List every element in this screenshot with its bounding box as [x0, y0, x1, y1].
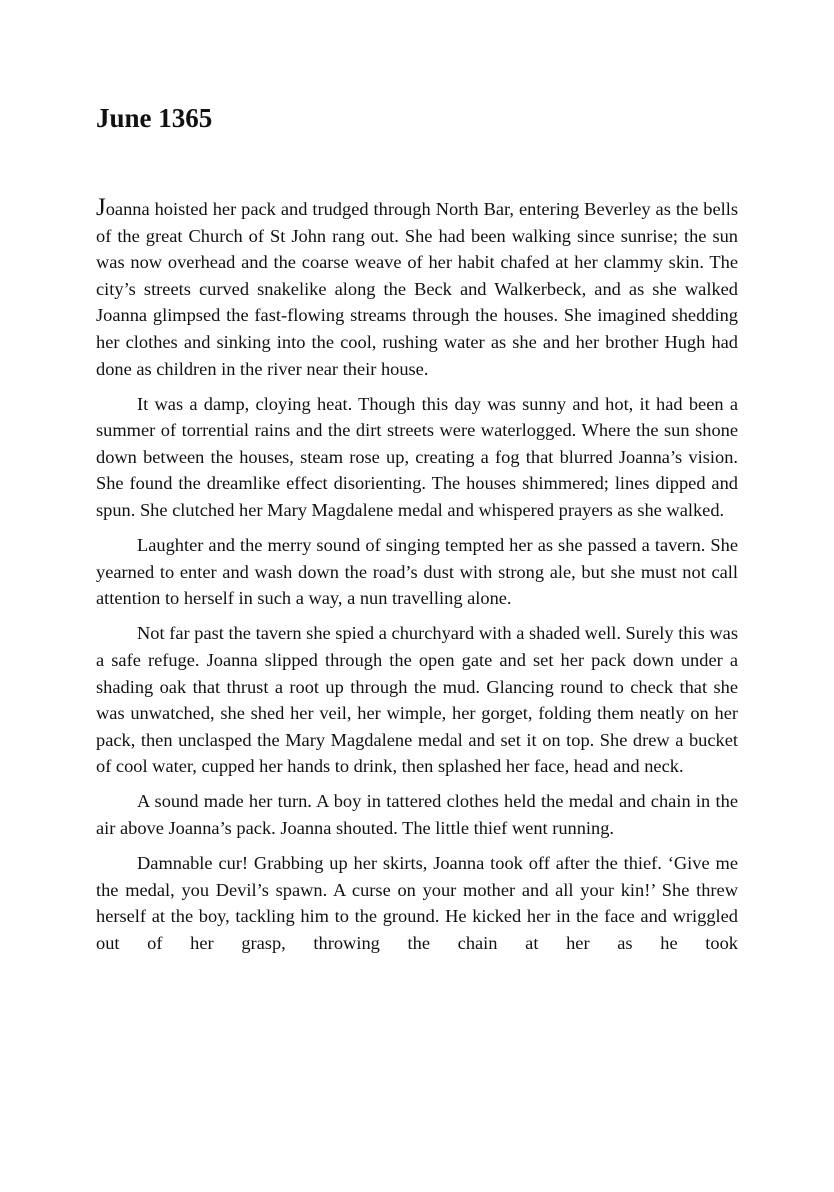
- paragraph-5: A sound made her turn. A boy in tattered clothes held the medal and chain in the air above Joanna’s pack. Joanna shouted. The little thief went running.: [96, 791, 738, 839]
- drop-cap-initial: J: [96, 194, 106, 221]
- paragraph-1: [96, 196, 738, 382]
- paragraph-3: Laughter and the merry sound of singing tempted her as she passed a tavern. She yearned to enter and wash down the road’s dust with strong ale, but she must not call attention to herself in such a way, a nun travelling alone.: [96, 535, 738, 609]
- paragraph-4: Not far past the tavern she spied a churchyard with a shaded well. Surely this was a safe refuge. Joanna slipped through the open gate and set her pack down under a shading oak that thrust a root up through the mud. Glancing round to check that she was unwatched, she shed her veil, her wimple, her gorget, folding them neatly on her pack, then unclasped the Mary Magdalene medal and set it on top. She drew a bucket of cool water, cupped her hands to drink, then splashed her face, head and neck.: [96, 623, 738, 777]
- chapter-body: [96, 196, 738, 965]
- paragraph-1-text: oanna hoisted her pack and trudged through North Bar, entering Beverley as the bells of the great Church of St John rang out. She had been walking since sunrise; the sun was now overhead and the coarse weave of her habit chafed at her clammy skin. The city’s streets curved snakelike along the Beck and Walkerbeck, and as she walked Joanna glimpsed the fast-flowing streams through the houses. She imagined shedding her clothes and sinking into the cool, rushing water as she and her brother Hugh had done as children in the river near their house.: [96, 199, 738, 379]
- paragraph-6: Damnable cur! Grabbing up her skirts, Joanna took off after the thief. ‘Give me the medal, you Devil’s spawn. A curse on your mother and all your kin!’ She threw herself at the boy, tackling him to the ground. He kicked her in the face and wriggled out of her grasp, throwing the chain at her as he took: [96, 853, 738, 953]
- paragraph-2: It was a damp, cloying heat. Though this day was sunny and hot, it had been a summer of torrential rains and the dirt streets were waterlogged. Where the sun shone down between the houses, steam rose up, creating a fog that blurred Joanna’s vision. She found the dreamlike effect disorienting. The houses shimmered; lines dipped and spun. She clutched her Mary Magdalene medal and whispered prayers as she walked.: [96, 393, 738, 521]
- chapter-title: June 1365: [96, 103, 213, 133]
